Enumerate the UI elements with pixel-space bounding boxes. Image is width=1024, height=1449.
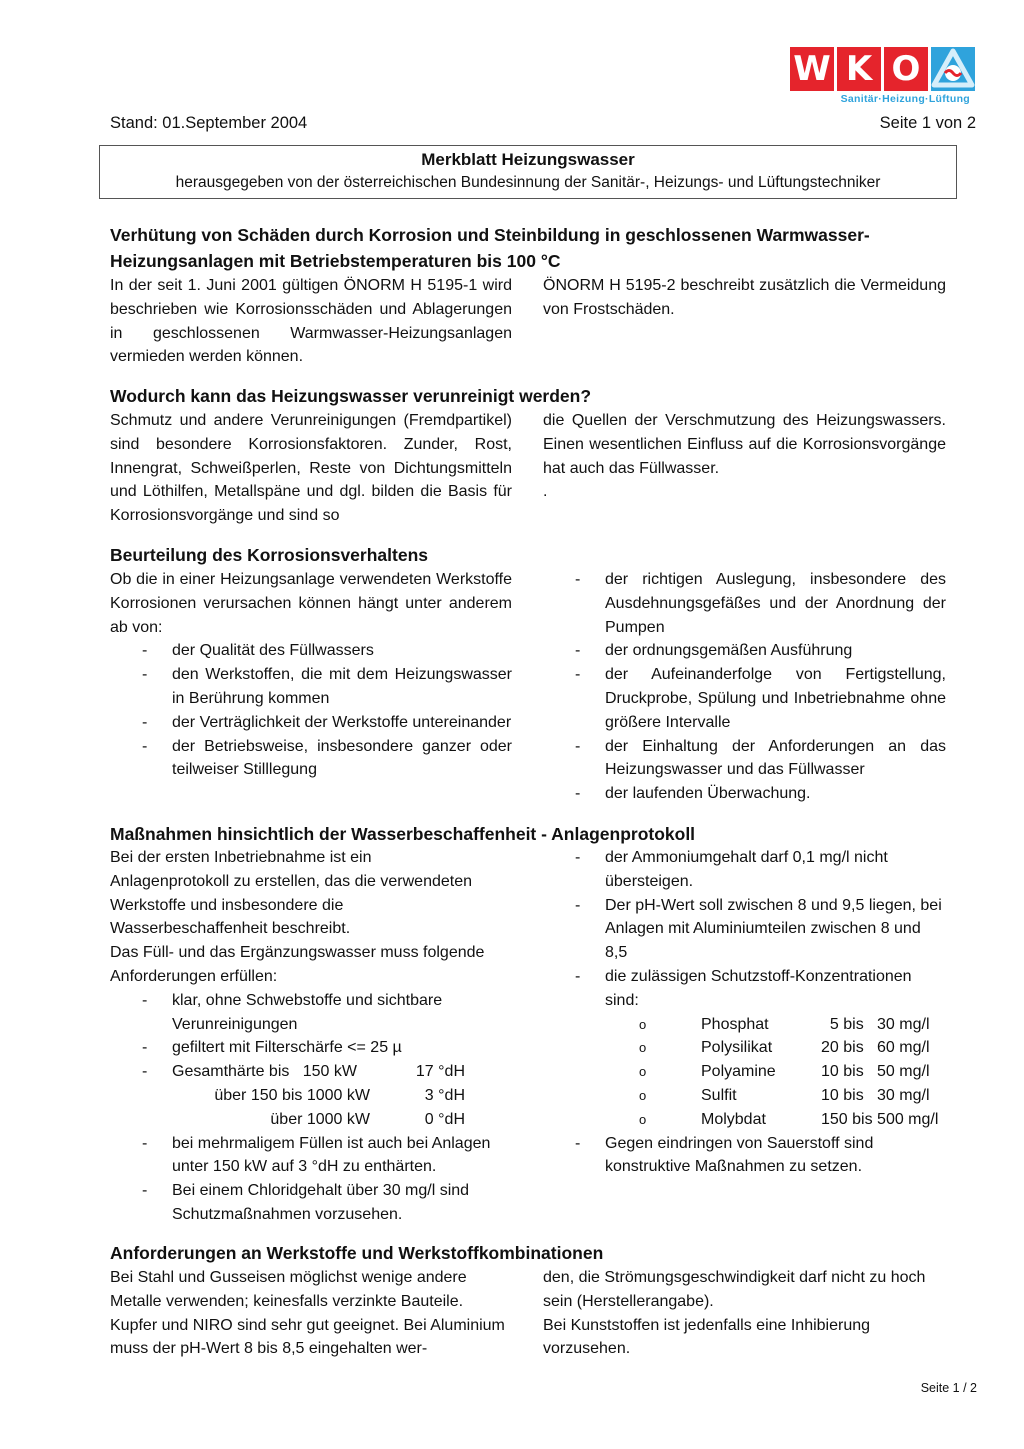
section3-left [110,568,512,782]
substance-range: 20 bis 60 mg/l [821,1039,930,1057]
concentration-row [543,1036,946,1060]
section4-right [543,846,946,1179]
section-heading-werkstoffe: Anforderungen an Werkstoffe und Werkstoffkombinationen [110,1243,604,1263]
list-item-text: klar, ohne Schwebstoffe und sichtbare Verunreinigungen [172,991,443,1033]
dash-bullet-icon: - [142,642,148,660]
list-item [543,1132,946,1180]
section-heading-anlagenprotokoll: Maßnahmen hinsichtlich der Wasserbeschaffenheit - Anlagenprotokoll [110,824,696,844]
hardness-range: über 1000 kW [270,1110,370,1128]
list-item-text: bei mehrmaligem Füllen ist auch bei Anlagen unter 150 kW auf 3 °dH zu enthärten. [172,1134,491,1176]
dash-bullet-icon: - [142,1063,148,1081]
page-indicator: Seite 1 von 2 [879,114,976,132]
paragraph: Das Füll- und das Ergänzungswasser muss folgende Anforderungen erfüllen: [110,944,485,985]
list-item [110,663,512,711]
section-heading-verunreinigt: Wodurch kann das Heizungswasser verunreinigt werden? [110,386,592,406]
list-item [110,1132,512,1180]
section2-left-text [110,409,512,528]
list-item [110,735,512,783]
list-item-text: der Ammoniumgehalt darf 0,1 mg/l nicht übersteigen. [605,849,888,890]
list-item-text: der Betriebsweise, insbesondere ganzer oder teilweiser Stilllegung [172,737,512,779]
list-item-text: der laufenden Überwachung. [605,785,811,803]
substance-range: 5 bis 30 mg/l [821,1015,930,1033]
substance-range: 10 bis 50 mg/l [821,1063,930,1081]
footer-page-number: Seite 1 / 2 [920,1381,977,1395]
logo-letter-o: O [884,47,928,91]
dash-bullet-icon: - [575,737,581,755]
logo-letter-w: W [790,47,834,91]
circle-bullet-icon: o [639,1111,647,1127]
logo-letter-k: K [837,47,881,91]
dash-bullet-icon: - [142,1039,148,1057]
section2-right-text [543,409,946,504]
dash-bullet-icon: - [142,737,148,755]
stray-dot: . [543,483,548,501]
concentration-row [543,1108,946,1132]
paragraph: Ob die in einer Heizungsanlage verwendeten Werkstoffe Korrosionen verursachen können hängt unter anderem ab von: [110,571,512,636]
hardness-value: 17 °dH [415,1063,465,1081]
dash-bullet-icon: - [575,967,581,985]
dash-bullet-icon: - [575,642,581,660]
section-heading-verhuetung: Verhütung von Schäden durch Korrosion und Steinbildung in geschlossenen Warmwasser- [110,225,870,245]
stand-date: Stand: 01.September 2004 [110,114,308,132]
list-item [110,989,512,1037]
list-item-text: Gegen eindringen von Sauerstoff sind konstruktive Maßnahmen zu setzen. [605,1134,874,1176]
paragraph: Bei Kunststoffen ist jedenfalls eine Inhibierung vorzusehen. [543,1316,871,1358]
hardness-row [172,1060,512,1084]
list-item [543,663,946,734]
dash-bullet-icon: - [575,571,581,588]
paragraph: die Quellen der Verschmutzung des Heizungswassers. Einen wesentlichen Einfluss auf die Korrosionsvorgänge hat auch das Füllwasser. [543,412,946,477]
list-item [543,782,946,806]
list-item-text: Bei einem Chloridgehalt über 30 mg/l sind Schutzmaßnahmen vorzusehen. [172,1182,470,1223]
paragraph: ÖNORM H 5195-2 beschreibt zusätzlich die Vermeidung von Frostschäden. [543,277,946,318]
dash-bullet-icon: - [575,896,581,914]
dash-bullet-icon: - [142,713,148,731]
list-item-text: die zulässigen Schutzstoff-Konzentrationen sind: [605,967,912,1009]
document-title: Merkblatt Heizungswasser [421,150,635,169]
list-item-text: der Qualität des Füllwassers [172,642,374,660]
list-item [543,639,946,663]
list-item [543,735,946,783]
substance-name: Polyamine [701,1063,776,1081]
hardness-row [172,1108,512,1132]
dash-bullet-icon: - [142,991,148,1009]
dash-bullet-icon: - [142,1134,148,1152]
hardness-label: Gesamthärte bis 150 kW [172,1063,357,1081]
section1-right-text [543,274,946,322]
list-item-text: gefiltert mit Filterschärfe <= 25 µ [172,1039,402,1057]
hardness-list-item [110,1060,512,1131]
paragraph: In der seit 1. Juni 2001 gültigen ÖNORM H 5195-1 wird beschrieben wie Korrosionsschäden und Ablagerungen in geschlossenen Warmwasser-Heizungsanlagen vermieden werden können. [110,277,512,366]
section-heading-verhuetung-line2: Heizungsanlagen mit Betriebstemperaturen bis 100 °C [110,251,561,271]
dash-bullet-icon: - [575,666,581,684]
concentration-row [543,1013,946,1037]
dash-bullet-icon: - [142,666,148,684]
paragraph: Schmutz und andere Verunreinigungen (Fremdpartikel) sind besondere Korrosionsfaktoren. Zunder, Rost, Innengrat, Schweißperlen, Reste von Dichtungsmitteln und Löthilfen, Metallspäne und dgl. bilden die Basis für Korrosionsvorgänge und sind so [110,412,512,525]
list-item-text: der Verträglichkeit der Werkstoffe untereinander [172,713,512,731]
circle-bullet-icon: o [639,1087,647,1103]
circle-bullet-icon: o [639,1064,647,1080]
triangle-wave-emblem-icon [931,47,975,91]
circle-bullet-icon: o [639,1040,647,1056]
hardness-value: 0 °dH [424,1110,465,1128]
list-item [110,1036,512,1060]
dash-bullet-icon: - [575,785,581,803]
list-item-text: der ordnungsgemäßen Ausführung [605,642,853,660]
paragraph: Bei der ersten Inbetriebnahme ist ein Anlagenprotokoll zu erstellen, das die verwendeten Werkstoffe und insbesondere die Wasserbeschaffenheit beschreibt. [110,849,473,938]
title-box [99,145,957,199]
list-item-text: der richtigen Auslegung, insbesondere des Ausdehnungsgefäßes und der Anordnung der Pumpen [605,571,946,636]
substance-name: Polysilikat [701,1039,773,1057]
dash-bullet-icon: - [575,849,581,866]
section-heading-korrosionsverhalten: Beurteilung des Korrosionsverhaltens [110,545,428,565]
list-item [110,1179,512,1227]
paragraph: den, die Strömungsgeschwindigkeit darf nicht zu hoch sein (Herstellerangabe). [543,1269,926,1310]
substance-name: Molybdat [701,1110,766,1128]
concentration-row [543,1084,946,1108]
section4-left [110,846,512,1227]
wko-logo [790,47,978,109]
hardness-value: 3 °dH [424,1086,465,1104]
list-item [543,568,946,639]
list-item-text: den Werkstoffen, die mit dem Heizungswasser in Berührung kommen [172,666,512,707]
list-item-text: Der pH-Wert soll zwischen 8 und 9,5 liegen, bei Anlagen mit Aluminiumteilen zwischen 8 und 8,5 [605,896,942,962]
section1-left-text [110,274,512,369]
hardness-row [172,1084,512,1108]
hardness-table [172,1060,512,1131]
substance-range: 10 bis 30 mg/l [821,1086,930,1104]
list-item [110,711,512,735]
concentration-row [543,1060,946,1084]
list-item [543,846,946,894]
list-item-text: der Aufeinanderfolge von Fertigstellung, Druckprobe, Spülung und Inbetriebnahme ohne größere Intervalle [605,666,946,731]
dash-bullet-icon: - [142,1182,148,1200]
section5-right-text [543,1266,943,1361]
list-item [543,894,946,965]
paragraph: Bei Stahl und Gusseisen möglichst wenige andere Metalle verwenden; keinesfalls verzinkte Bauteile. Kupfer und NIRO sind sehr gut geeignet. Bei Aluminium muss der pH-Wert 8 bis 8,5 eingehalten wer- [110,1269,505,1358]
dash-bullet-icon: - [575,1134,581,1152]
section3-right [543,568,946,806]
substance-name: Sulfit [701,1086,737,1104]
substance-range: 150 bis 500 mg/l [821,1110,939,1128]
substance-name: Phosphat [701,1015,769,1033]
logo-subtitle: Sanitär·Heizung·Lüftung [840,93,970,105]
list-item [110,639,512,663]
document-subtitle: herausgegeben von der österreichischen Bundesinnung der Sanitär-, Heizungs- und Lüftungstechniker [175,174,881,191]
section5-left-text [110,1266,510,1361]
list-item [543,965,946,1013]
circle-bullet-icon: o [639,1016,647,1032]
hardness-range: über 150 bis 1000 kW [214,1086,370,1104]
list-item-text: der Einhaltung der Anforderungen an das Heizungswasser und das Füllwasser [605,737,946,779]
